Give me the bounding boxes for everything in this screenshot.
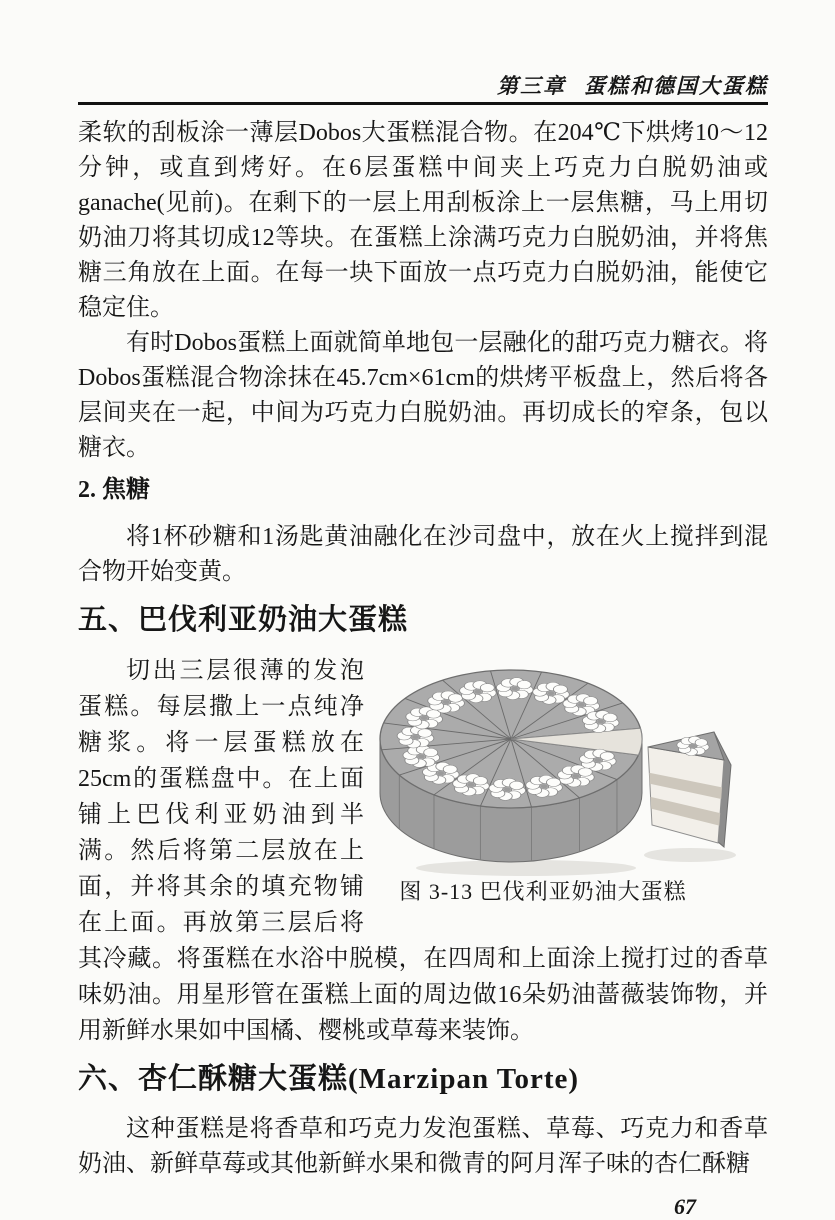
paragraph-caramel: 将1杯砂糖和1汤匙黄油融化在沙司盘中，放在火上搅拌到混合物开始变黄。 (78, 524, 768, 585)
figure-caption: 图 3-13 巴伐利亚奶油大蛋糕 (399, 879, 687, 904)
heading-caramel: 2. 焦糖 (78, 477, 150, 503)
running-header-title: 蛋糕和德国大蛋糕 (584, 74, 768, 98)
paragraph-bavarian: 切出三层很薄的发泡蛋糕。每层撒上一点纯净糖浆。将一层蛋糕放在25cm的蛋糕盘中。在上面铺上巴伐利亚奶油到半满。然后将第二层放在上面，并将其余的填充物铺在上面。再放第三层后将其冷藏。将蛋糕在水浴中脱模，在四周和上面涂上搅打过的香草味奶油。用星形管在蛋糕上面的周边做16朵奶油蔷薇装饰物，并用新鲜水果如中国橘、樱桃或草莓来装饰。 (78, 658, 768, 1044)
paragraph-marzipan: 这种蛋糕是将香草和巧克力发泡蛋糕、草莓、巧克力和香草奶油、新鲜草莓或其他新鲜水果和微青的阿月浑子味的杏仁酥糖 (78, 1116, 768, 1177)
heading-bavarian-cream-torte: 五、巴伐利亚奶油大蛋糕 (78, 604, 409, 636)
running-header-chapter: 第三章 (497, 74, 566, 98)
bavarian-torte-illustration (376, 657, 796, 877)
paragraph-dobos-glazing: 有时Dobos蛋糕上面就简单地包一层融化的甜巧克力糖衣。将Dobos蛋糕混合物涂抹在45.7cm×61cm的烘烤平板盘上，然后将各层间夹在一起，中间为巧克力白脱奶油。再切成长的窄条，包以糖衣。 (78, 330, 768, 461)
header-rule (78, 102, 768, 105)
paragraph-dobos-continuation: 柔软的刮板涂一薄层Dobos大蛋糕混合物。在204℃下烘烤10～12分钟，或直到烤好。在6层蛋糕中间夹上巧克力白脱奶油或ganache(见前)。在剩下的一层上用刮板涂上一层焦糖，马上用切奶油刀将其切成12等块。在蛋糕上涂满巧克力白脱奶油，并将焦糖三角放在上面。在每一块下面放一点巧克力白脱奶油，能使它稳定住。 (78, 120, 768, 321)
figure-bavarian-torte (376, 657, 796, 905)
running-header (78, 74, 768, 99)
bavarian-section (78, 653, 768, 1049)
page-number: 67 (674, 1194, 696, 1219)
heading-marzipan-torte: 六、杏仁酥糖大蛋糕(Marzipan Torte) (78, 1063, 580, 1095)
